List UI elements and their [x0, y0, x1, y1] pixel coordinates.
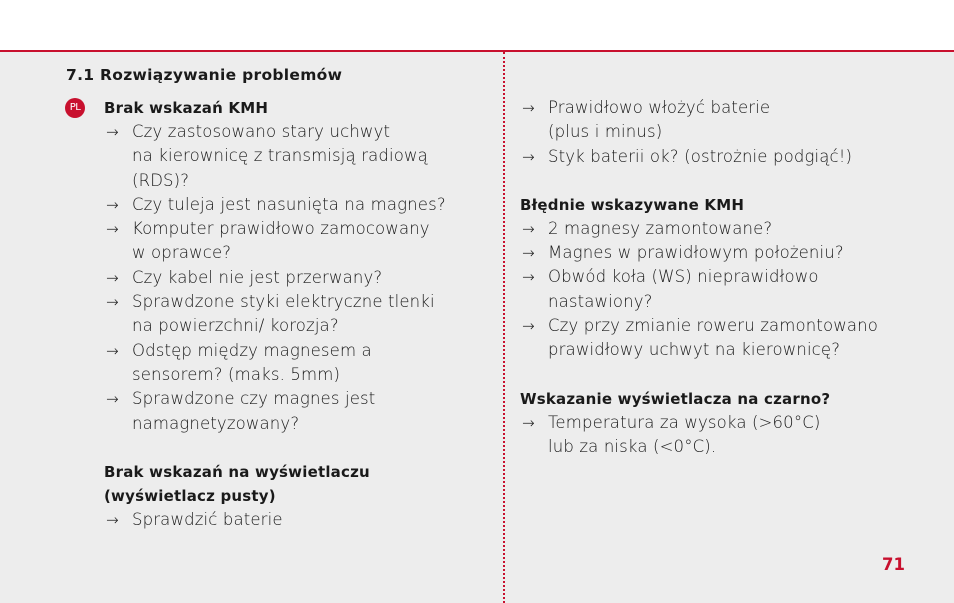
list-item [104, 266, 486, 290]
section-title: 7.1 Rozwiązywanie problemów [66, 66, 343, 84]
list-item-text: Czy tuleja jest nasunięta na magnes? [132, 194, 446, 214]
right-column [520, 96, 940, 459]
list-item-text: Obwód koła (WS) nieprawidłowo [548, 267, 819, 287]
list-item-text: Sprawdzić baterie [132, 509, 283, 529]
list-item [520, 314, 940, 363]
header-band [0, 0, 954, 52]
list-item-text: Styk baterii ok? (ostrożnie podgiąć!) [548, 146, 853, 166]
list-item [520, 265, 940, 314]
list-item [104, 290, 486, 339]
list-item [520, 411, 940, 460]
list-item-text: sensorem? (maks. 5mm) [132, 364, 341, 384]
check-list-continued [520, 96, 940, 169]
check-list [104, 120, 486, 436]
group-heading: Brak wskazań KMH [104, 99, 269, 117]
arrow-right-icon: → [106, 268, 119, 287]
list-item-text: (RDS)? [132, 170, 190, 190]
list-item [104, 387, 486, 436]
list-item-text: Sprawdzone styki elektryczne tlenki [132, 292, 435, 312]
arrow-right-icon: → [106, 220, 119, 239]
list-item [104, 120, 486, 193]
list-item [104, 339, 486, 388]
page-number: 71 [882, 555, 905, 574]
arrow-right-icon: → [522, 219, 535, 238]
troubleshoot-group-no-kmh [66, 96, 486, 436]
arrow-right-icon: → [106, 341, 119, 360]
list-item [104, 217, 486, 266]
left-column [66, 64, 486, 532]
group-heading: Błędnie wskazywane KMH [520, 195, 745, 214]
group-heading-line2: (wyświetlacz pusty) [104, 486, 276, 505]
arrow-right-icon: → [106, 123, 119, 141]
list-item-text: Komputer prawidłowo zamocowany [132, 219, 430, 239]
list-item [520, 241, 940, 265]
list-item [104, 193, 486, 217]
check-list [104, 508, 486, 532]
arrow-right-icon: → [522, 268, 535, 287]
arrow-right-icon: → [106, 195, 119, 214]
list-item [520, 96, 940, 145]
arrow-right-icon: → [522, 99, 535, 117]
arrow-right-icon: → [106, 390, 119, 409]
arrow-right-icon: → [522, 317, 535, 336]
list-item-text: (plus i minus) [548, 122, 663, 142]
list-item-text: Czy kabel nie jest przerwany? [132, 267, 383, 287]
list-item-text: Czy zastosowano stary uchwyt [132, 122, 391, 141]
list-item-text: Czy przy zmianie roweru zamontowano [548, 316, 879, 336]
list-item-text: Sprawdzone czy magnes jest [132, 389, 376, 409]
list-item-text: 2 magnesy zamontowane? [548, 218, 773, 238]
arrow-right-icon: → [522, 413, 535, 432]
list-item [104, 508, 486, 532]
list-item-text: prawidłowy uchwyt na kierownicę? [548, 340, 841, 360]
list-item-text: Prawidłowo włożyć baterie [548, 98, 771, 117]
column-divider [503, 52, 505, 603]
list-item-text: namagnetyzowany? [132, 413, 300, 433]
list-item-text: nastawiony? [548, 291, 653, 311]
list-item [520, 217, 940, 241]
list-item [520, 145, 940, 169]
list-item-text: lub za niska (<0°C). [548, 436, 717, 456]
list-item-text: Temperatura za wysoka (>60°C) [548, 412, 821, 432]
check-list [520, 217, 940, 363]
language-badge: PL [65, 98, 85, 118]
arrow-right-icon: → [522, 147, 535, 166]
list-item-text: Magnes w prawidłowym położeniu? [548, 243, 844, 263]
group-heading: Wskazanie wyświetlacza na czarno? [520, 389, 831, 408]
arrow-right-icon: → [106, 293, 119, 312]
troubleshoot-group-no-display [104, 460, 486, 532]
group-heading-line1: Brak wskazań na wyświetlaczu [104, 462, 370, 481]
arrow-right-icon: → [522, 244, 535, 263]
list-item-text: na kierownicę z transmisją radiową [132, 146, 428, 166]
list-item-text: Odstęp między magnesem a [132, 340, 372, 360]
check-list [520, 411, 940, 460]
list-item-text: w oprawce? [132, 243, 232, 263]
arrow-right-icon: → [106, 510, 119, 529]
list-item-text: na powierzchni/ korozja? [132, 316, 339, 336]
